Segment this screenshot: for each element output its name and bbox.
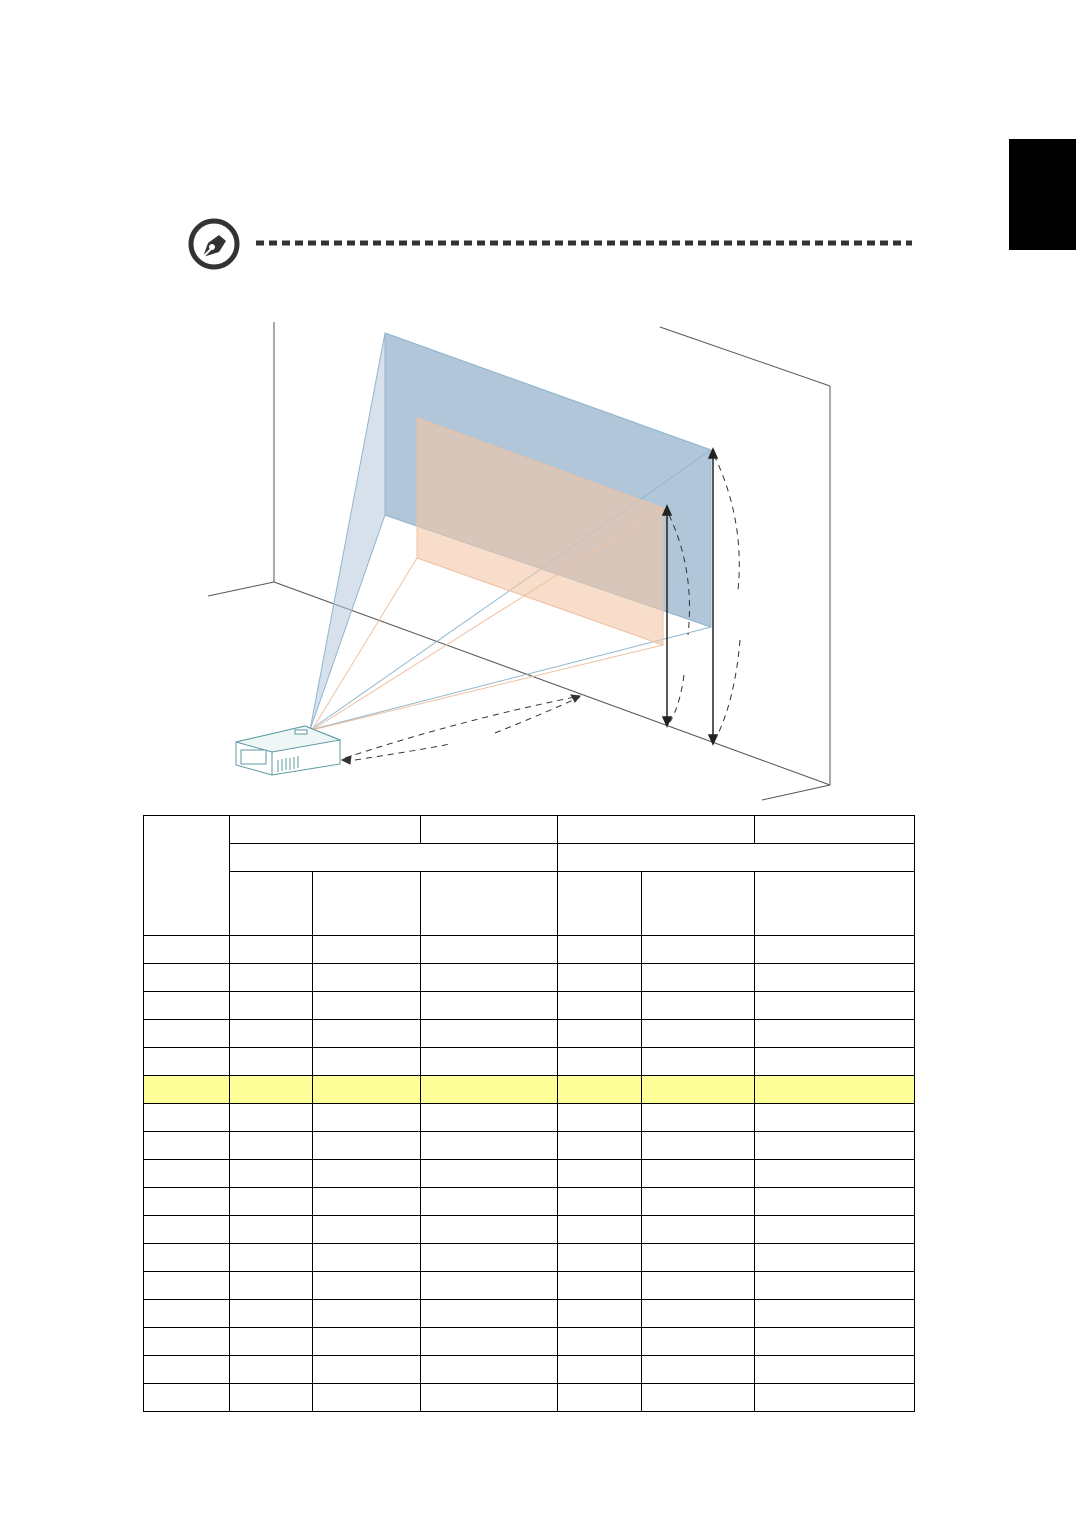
header-cell — [421, 816, 558, 844]
floor-left-line — [208, 582, 274, 596]
table-cell — [313, 1104, 421, 1132]
table-cell — [421, 1384, 558, 1412]
table-cell — [144, 1300, 230, 1328]
table-cell — [144, 936, 230, 964]
table-cell — [421, 1160, 558, 1188]
header-cell — [558, 816, 755, 844]
table-cell — [558, 1048, 642, 1076]
table-row — [144, 1188, 915, 1216]
table-cell — [642, 1328, 755, 1356]
table-cell — [313, 1188, 421, 1216]
table-cell — [144, 1356, 230, 1384]
table-cell — [558, 1272, 642, 1300]
table-cell — [421, 1300, 558, 1328]
table-cell — [558, 1132, 642, 1160]
table-cell — [230, 992, 313, 1020]
table-cell — [230, 1216, 313, 1244]
table-cell — [144, 1328, 230, 1356]
table-cell — [144, 1048, 230, 1076]
table-row — [144, 1132, 915, 1160]
table-cell — [144, 1188, 230, 1216]
table-row — [144, 1020, 915, 1048]
table-cell — [144, 1076, 230, 1104]
table-cell — [313, 1048, 421, 1076]
table-cell — [642, 1300, 755, 1328]
table-cell — [558, 936, 642, 964]
table-cell — [144, 1160, 230, 1188]
table-cell — [230, 1048, 313, 1076]
table-cell — [755, 1244, 915, 1272]
table-cell — [421, 1216, 558, 1244]
note-separator — [256, 238, 912, 248]
section-tab — [1009, 139, 1076, 250]
table-cell — [144, 1384, 230, 1412]
table-cell — [421, 1272, 558, 1300]
table-cell — [313, 1272, 421, 1300]
table-cell — [230, 1244, 313, 1272]
projection-diagram — [200, 315, 840, 805]
table-cell — [755, 1216, 915, 1244]
table-cell — [755, 1076, 915, 1104]
dashed-arc-large — [714, 455, 740, 738]
table-cell — [642, 1216, 755, 1244]
table-row — [144, 964, 915, 992]
table-cell — [755, 1300, 915, 1328]
table-row — [144, 1104, 915, 1132]
table-cell — [313, 1132, 421, 1160]
table-row — [144, 992, 915, 1020]
table-cell — [421, 1104, 558, 1132]
table-cell — [421, 1048, 558, 1076]
table-cell — [642, 1272, 755, 1300]
table-cell — [421, 1244, 558, 1272]
table-cell — [313, 1300, 421, 1328]
table-cell — [558, 1104, 642, 1132]
floor-wall-line — [274, 582, 830, 785]
table-cell — [755, 1020, 915, 1048]
table-cell — [558, 1244, 642, 1272]
table-cell — [144, 992, 230, 1020]
table-cell — [313, 1216, 421, 1244]
table-row — [144, 1048, 915, 1076]
table-cell — [144, 1132, 230, 1160]
table-cell — [558, 1188, 642, 1216]
table-cell — [421, 936, 558, 964]
table-cell — [421, 1132, 558, 1160]
table-cell — [642, 964, 755, 992]
header-cell — [421, 872, 558, 936]
table-row — [144, 1160, 915, 1188]
pen-nib-icon — [186, 216, 242, 272]
table-cell — [558, 1356, 642, 1384]
table-cell — [144, 1244, 230, 1272]
table-cell — [755, 1132, 915, 1160]
header-cell — [144, 816, 230, 936]
table-cell — [421, 992, 558, 1020]
table-cell — [642, 1020, 755, 1048]
table-cell — [642, 1132, 755, 1160]
table-cell — [642, 1188, 755, 1216]
table-cell — [558, 1384, 642, 1412]
table-cell — [755, 1048, 915, 1076]
table-cell — [421, 1020, 558, 1048]
table-cell — [421, 964, 558, 992]
table-cell — [421, 1076, 558, 1104]
table-cell — [642, 1104, 755, 1132]
table-cell — [313, 1384, 421, 1412]
header-cell — [313, 872, 421, 936]
table-cell — [230, 1104, 313, 1132]
table-cell — [230, 1272, 313, 1300]
table-cell — [313, 1328, 421, 1356]
table-cell — [558, 1216, 642, 1244]
table-cell — [230, 964, 313, 992]
table-cell — [144, 1216, 230, 1244]
table-cell — [421, 1356, 558, 1384]
table-row — [144, 936, 915, 964]
header-cell — [230, 816, 421, 844]
header-cell — [558, 844, 915, 872]
table-row — [144, 1384, 915, 1412]
projector-icon — [236, 726, 340, 775]
distance-arrow — [342, 695, 580, 764]
table-cell — [755, 936, 915, 964]
table-row — [144, 1216, 915, 1244]
table-header-row — [144, 816, 915, 844]
table-cell — [230, 1160, 313, 1188]
note-marker — [186, 216, 916, 272]
table-cell — [230, 1328, 313, 1356]
table-cell — [558, 1300, 642, 1328]
table-cell — [313, 1076, 421, 1104]
table-cell — [755, 1356, 915, 1384]
table-cell — [755, 992, 915, 1020]
projection-spec-table — [143, 815, 915, 1412]
table-cell — [755, 964, 915, 992]
table-cell — [755, 1328, 915, 1356]
table-cell — [558, 1076, 642, 1104]
header-cell — [230, 872, 313, 936]
table-cell — [558, 1328, 642, 1356]
table-cell — [642, 1160, 755, 1188]
table-cell — [230, 1300, 313, 1328]
table-row-highlighted — [144, 1076, 915, 1104]
table-cell — [558, 1160, 642, 1188]
table-row — [144, 1356, 915, 1384]
table-cell — [642, 1244, 755, 1272]
table-cell — [230, 1020, 313, 1048]
table-cell — [755, 1104, 915, 1132]
table-header-row — [144, 844, 915, 872]
table-row — [144, 1244, 915, 1272]
table-row — [144, 1328, 915, 1356]
table-cell — [642, 1356, 755, 1384]
table-cell — [421, 1328, 558, 1356]
table-cell — [755, 1188, 915, 1216]
table-cell — [558, 964, 642, 992]
table-cell — [230, 1384, 313, 1412]
table-row — [144, 1300, 915, 1328]
table-cell — [313, 1160, 421, 1188]
table-cell — [755, 1160, 915, 1188]
table-cell — [558, 1020, 642, 1048]
table-cell — [313, 1356, 421, 1384]
table-cell — [421, 1188, 558, 1216]
table-cell — [755, 1384, 915, 1412]
table-cell — [230, 1188, 313, 1216]
table-cell — [313, 1244, 421, 1272]
table-cell — [230, 936, 313, 964]
table-cell — [144, 1272, 230, 1300]
table-cell — [144, 964, 230, 992]
table-cell — [313, 992, 421, 1020]
table-cell — [642, 1384, 755, 1412]
header-cell — [755, 872, 915, 936]
table-cell — [313, 1020, 421, 1048]
table-row — [144, 1272, 915, 1300]
table-cell — [642, 936, 755, 964]
header-cell — [755, 816, 915, 844]
table-cell — [313, 936, 421, 964]
table-cell — [230, 1132, 313, 1160]
table-cell — [642, 1076, 755, 1104]
table-cell — [755, 1272, 915, 1300]
table-cell — [230, 1076, 313, 1104]
table-cell — [230, 1356, 313, 1384]
table-cell — [144, 1104, 230, 1132]
wall-top-line — [660, 327, 830, 386]
header-cell — [642, 872, 755, 936]
header-cell — [558, 872, 642, 936]
table-cell — [144, 1020, 230, 1048]
table-cell — [642, 1048, 755, 1076]
header-cell — [230, 844, 558, 872]
table-cell — [313, 964, 421, 992]
floor-right-line — [762, 785, 830, 800]
table-cell — [642, 992, 755, 1020]
table-cell — [558, 992, 642, 1020]
table-header-row — [144, 872, 915, 936]
